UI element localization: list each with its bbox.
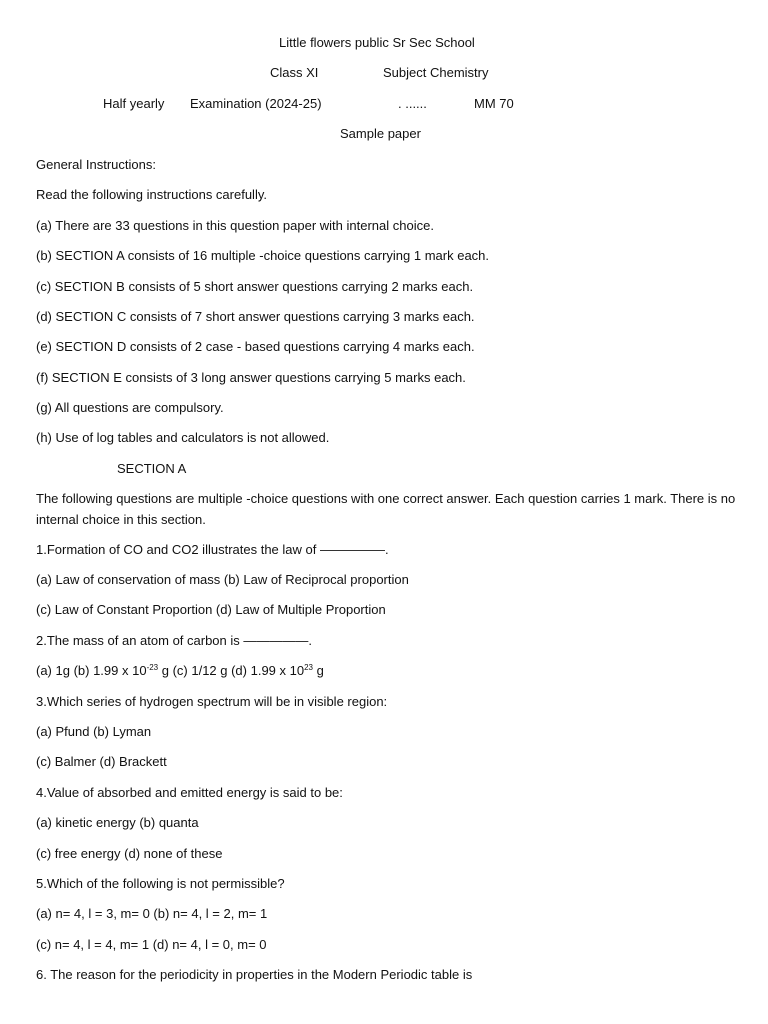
instruction-item: (a) There are 33 questions in this question paper with internal choice. <box>36 218 434 233</box>
question-3-options-ab: (a) Pfund (b) Lyman <box>36 724 152 739</box>
question-1-options-ab: (a) Law of conservation of mass (b) Law of Reciprocal proportion <box>36 572 409 587</box>
question-1: 1.Formation of CO and CO2 illustrates the law of —————. <box>36 542 389 557</box>
paper-type: Sample paper <box>340 126 421 141</box>
instruction-item: (f) SECTION E consists of 3 long answer questions carrying 5 marks each. <box>36 370 466 385</box>
question-2: 2.The mass of an atom of carbon is —————. <box>36 633 312 648</box>
subject-label: Subject Chemistry <box>383 65 489 80</box>
instruction-item: (c) SECTION B consists of 5 short answer questions carrying 2 marks each. <box>36 279 474 294</box>
question-5-options-cd: (c) n= 4, l = 4, m= 1 (d) n= 4, l = 0, m= 0 <box>36 937 267 952</box>
q2-option-text: g <box>313 663 324 678</box>
max-marks: MM 70 <box>474 96 514 111</box>
section-a-intro: The following questions are multiple -choice questions with one correct answer. Each question carries 1 mark. There is no internal choice in this section. <box>36 491 736 527</box>
question-2-options <box>36 663 324 679</box>
question-3-options-cd: (c) Balmer (d) Brackett <box>36 754 167 769</box>
instruction-item: (g) All questions are compulsory. <box>36 400 224 415</box>
instruction-item: (e) SECTION D consists of 2 case - based questions carrying 4 marks each. <box>36 339 475 354</box>
question-4-options-cd: (c) free energy (d) none of these <box>36 846 223 861</box>
question-5: 5.Which of the following is not permissible? <box>36 876 285 891</box>
question-3: 3.Which series of hydrogen spectrum will be in visible region: <box>36 694 388 709</box>
question-4-options-ab: (a) kinetic energy (b) quanta <box>36 815 199 830</box>
q2-option-text: g (c) 1/12 g (d) 1.99 x 10 <box>158 663 305 678</box>
question-5-options-ab: (a) n= 4, l = 3, m= 0 (b) n= 4, l = 2, m= 1 <box>36 906 268 921</box>
examination-label: Examination (2024-25) <box>190 96 322 111</box>
instructions-title: General Instructions: <box>36 157 156 172</box>
instruction-item: (b) SECTION A consists of 16 multiple -choice questions carrying 1 mark each. <box>36 248 490 263</box>
q2-exponent-positive: 23 <box>304 663 313 672</box>
instruction-item: (d) SECTION C consists of 7 short answer questions carrying 3 marks each. <box>36 309 475 324</box>
instructions-intro: Read the following instructions carefully. <box>36 187 267 202</box>
question-4: 4.Value of absorbed and emitted energy is said to be: <box>36 785 343 800</box>
q2-exponent-negative: -23 <box>146 663 159 672</box>
dots-placeholder: . ...... <box>398 96 427 111</box>
question-1-options-cd: (c) Law of Constant Proportion (d) Law of Multiple Proportion <box>36 602 386 617</box>
question-6: 6. The reason for the periodicity in properties in the Modern Periodic table is <box>36 967 473 982</box>
instruction-item: (h) Use of log tables and calculators is not allowed. <box>36 430 330 445</box>
half-yearly-label: Half yearly <box>103 96 165 111</box>
section-a-heading: SECTION A <box>117 461 187 476</box>
class-label: Class XI <box>270 65 319 80</box>
school-name: Little flowers public Sr Sec School <box>279 35 475 50</box>
q2-option-text: (a) 1g (b) 1.99 x 10 <box>36 663 147 678</box>
